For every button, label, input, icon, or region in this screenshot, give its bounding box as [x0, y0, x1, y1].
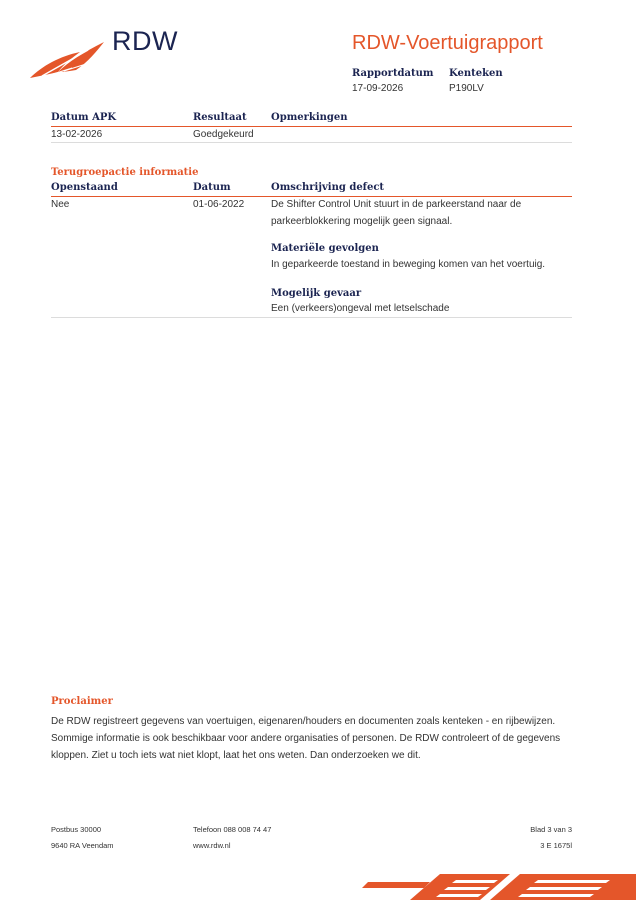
footer-phone: Telefoon 088 008 74 47 — [193, 825, 272, 834]
apk-row-divider — [51, 142, 572, 143]
proclaimer-title: Proclaimer — [51, 696, 113, 707]
recall-danger-label: Mogelijk gevaar — [271, 288, 362, 299]
recall-open-value: Nee — [51, 199, 70, 210]
recall-section-title: Terugroepactie informatie — [51, 167, 199, 178]
footer-page-number: Blad 3 van 3 — [530, 825, 572, 834]
logo-text: RDW — [112, 26, 178, 56]
recall-danger-text: Een (verkeers)ongeval met letselschade — [271, 303, 450, 314]
rdw-logo-icon — [28, 38, 106, 80]
apk-col-date: Datum APK — [51, 112, 117, 123]
recall-defect-description: De Shifter Control Unit stuurt in de parkeerstand naar de parkeerblokkering mogelijk geen signaal. — [271, 199, 522, 227]
report-date-value: 17-09-2026 — [352, 83, 404, 94]
decorative-stripes-icon — [360, 872, 636, 900]
plate-label: Kenteken — [449, 68, 503, 79]
apk-header-divider — [51, 126, 572, 127]
footer-website[interactable]: www.rdw.nl — [193, 841, 231, 850]
footer-postbus: Postbus 30000 — [51, 825, 102, 834]
document-title: RDW-Voertuigrapport — [352, 32, 543, 54]
plate-value: P190LV — [449, 83, 484, 94]
recall-col-date: Datum — [193, 182, 231, 193]
recall-consequences-text: In geparkeerde toestand in beweging komen van het voertuig. — [271, 259, 546, 270]
apk-row-date: 13-02-2026 — [51, 129, 103, 140]
report-date-label: Rapportdatum — [352, 68, 434, 79]
footer-document-code: 3 E 1675l — [540, 841, 572, 850]
recall-date-value: 01-06-2022 — [193, 199, 245, 210]
recall-row-divider — [51, 317, 572, 318]
recall-consequences-label: Materiële gevolgen — [271, 243, 379, 254]
proclaimer-text: De RDW registreert gegevens van voertuigen, eigenaren/houders en documenten zoals kenteken - en rijbewijzen. Sommige informatie is ook beschikbaar voor andere organisaties of personen. De RDW controleert of de gegevens kloppen. Ziet u toch iets wat niet klopt, laat het ons weten. Dan onderzoeken we dit. — [51, 716, 561, 761]
apk-row-result: Goedgekeurd — [193, 129, 254, 140]
recall-col-open: Openstaand — [51, 182, 118, 193]
apk-col-result: Resultaat — [193, 112, 247, 123]
apk-col-remarks: Opmerkingen — [271, 112, 348, 123]
recall-col-description: Omschrijving defect — [271, 182, 385, 193]
footer-city: 9640 RA Veendam — [51, 841, 114, 850]
